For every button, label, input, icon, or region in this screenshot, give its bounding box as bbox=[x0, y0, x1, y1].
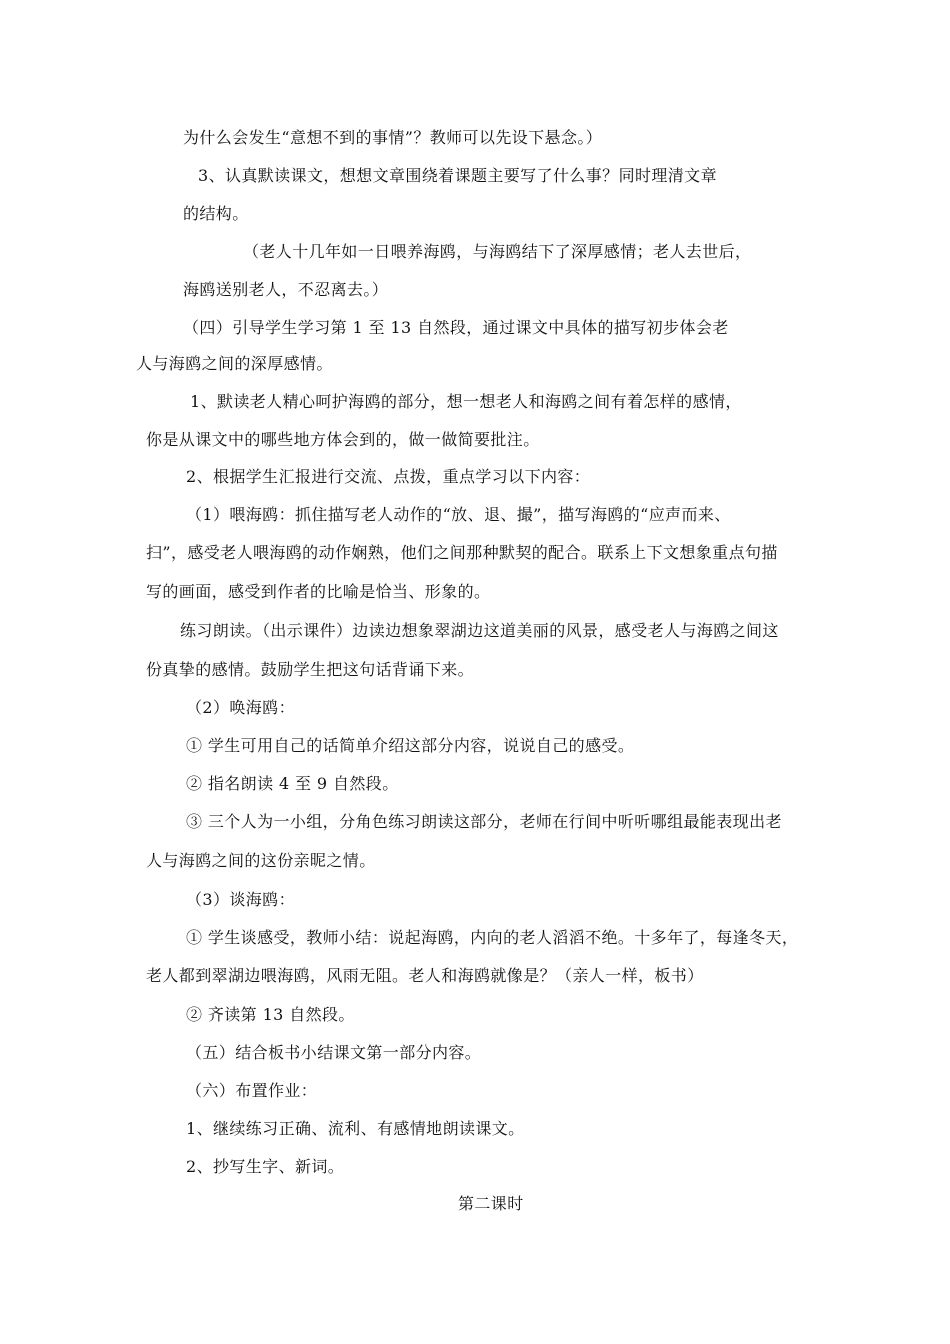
text-line: （3）谈海鸥： bbox=[186, 890, 295, 909]
text-line: 的结构。 bbox=[183, 204, 249, 223]
text-line: （老人十几年如一日喂养海鸥，与海鸥结下了深厚感情；老人去世后， bbox=[243, 242, 752, 261]
text-line: ② 齐读第 13 自然段。 bbox=[186, 1005, 355, 1024]
text-line: 扫”，感受老人喂海鸥的动作娴熟，他们之间那种默契的配合。联系上下文想象重点句描 bbox=[146, 543, 778, 562]
text-line: 为什么会发生“意想不到的事情”？教师可以先设下悬念。） bbox=[183, 128, 603, 147]
text-line: 写的画面，感受到作者的比喻是恰当、形象的。 bbox=[146, 582, 491, 601]
text-line: ③ 三个人为一小组，分角色练习朗读这部分，老师在行间中听听哪组最能表现出老 bbox=[186, 812, 782, 831]
text-line: 老人都到翠湖边喂海鸥，风雨无阻。老人和海鸥就像是？（亲人一样，板书） bbox=[146, 966, 704, 985]
text-line: （六）布置作业： bbox=[186, 1081, 318, 1100]
text-line: 你是从课文中的哪些地方体会到的，做一做简要批注。 bbox=[146, 430, 540, 449]
text-line: 1、继续练习正确、流利、有感情地朗读课文。 bbox=[186, 1119, 525, 1138]
text-line: 份真挚的感情。鼓励学生把这句话背诵下来。 bbox=[146, 660, 475, 679]
text-line: 人与海鸥之间的深厚感情。 bbox=[136, 354, 333, 373]
text-line: ① 学生可用自己的话简单介绍这部分内容，说说自己的感受。 bbox=[186, 736, 635, 755]
text-line: ① 学生谈感受，教师小结：说起海鸥，内向的老人滔滔不绝。十多年了，每逢冬天， bbox=[186, 928, 799, 947]
text-line: （四）引导学生学习第 1 至 13 自然段，通过课文中具体的描写初步体会老 bbox=[183, 318, 729, 337]
text-line: 2、根据学生汇报进行交流、点拨，重点学习以下内容： bbox=[186, 467, 591, 486]
text-line: 2、抄写生字、新词。 bbox=[186, 1157, 345, 1176]
text-line: 人与海鸥之间的这份亲昵之情。 bbox=[146, 851, 376, 870]
text-line: （五）结合板书小结课文第一部分内容。 bbox=[186, 1043, 482, 1062]
text-line: ② 指名朗读 4 至 9 自然段。 bbox=[186, 774, 399, 793]
text-line: 3、认真默读课文，想想文章围绕着课题主要写了什么事？同时理清文章 bbox=[198, 166, 717, 185]
text-line: 1、默读老人精心呵护海鸥的部分，想一想老人和海鸥之间有着怎样的感情， bbox=[190, 392, 742, 411]
text-line: 练习朗读。（出示课件）边读边想象翠湖边这道美丽的风景，感受老人与海鸥之间这 bbox=[180, 621, 779, 640]
text-line: （2）唤海鸥： bbox=[186, 698, 295, 717]
section-title: 第二课时 bbox=[458, 1194, 524, 1213]
text-line: 海鸥送别老人，不忍离去。） bbox=[183, 280, 389, 299]
text-line: （1）喂海鸥：抓住描写老人动作的“放、退、撮”，描写海鸥的“应声而来、 bbox=[186, 505, 731, 524]
